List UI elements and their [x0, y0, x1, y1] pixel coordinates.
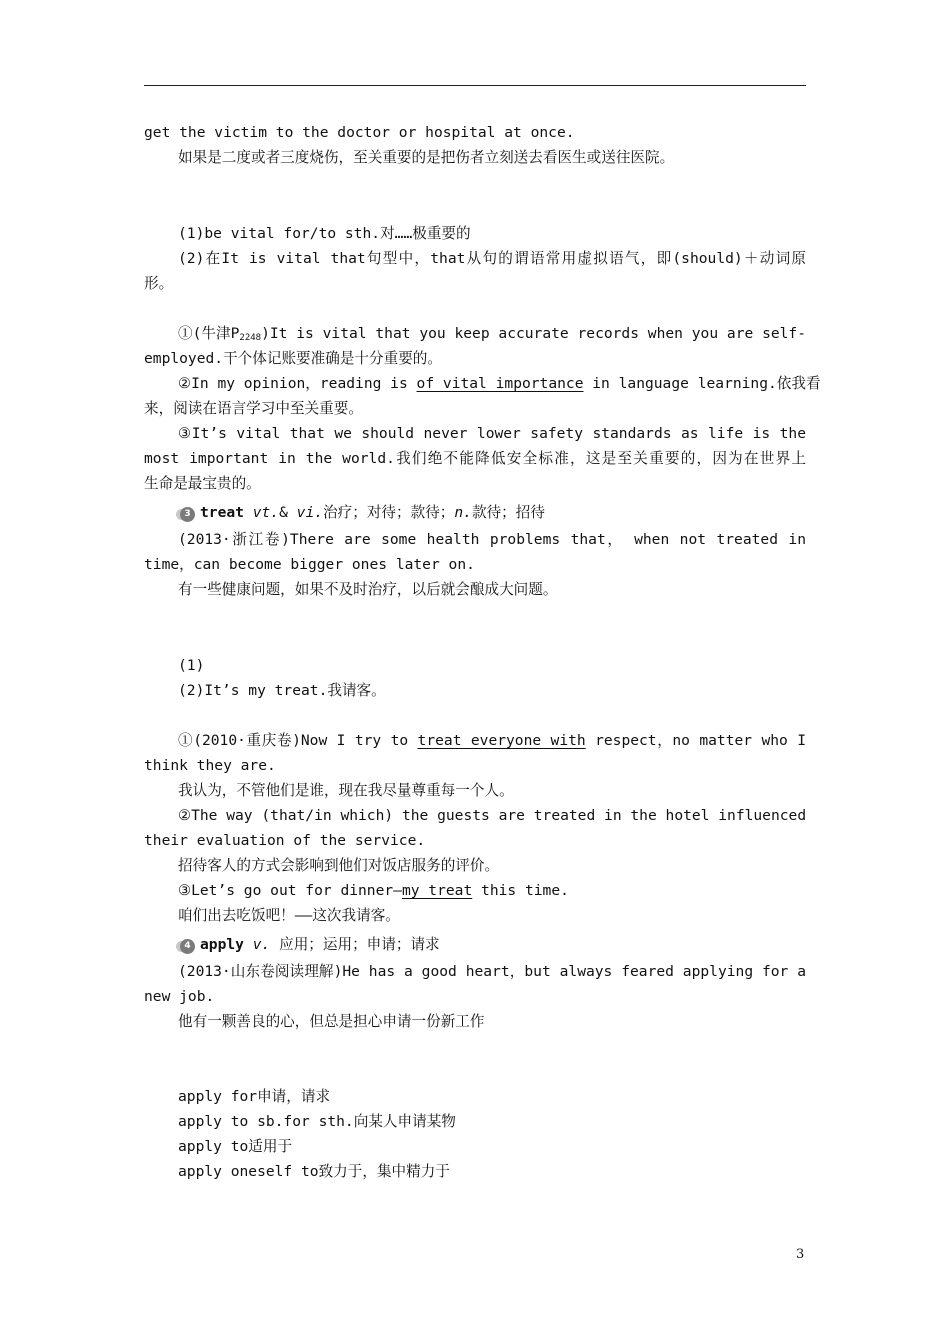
text-span: )It is vital that you keep accurate records when you are self-: [261, 325, 807, 342]
heading-treat: [178, 503, 806, 523]
phrase-item: apply to sb.for sth.向某人申请某物: [178, 1113, 456, 1130]
text-line: think they are.: [144, 757, 276, 774]
definition: 治疗；对待；款待；: [323, 504, 455, 521]
text-span: ①(2010·重庆卷)Now I try to: [178, 732, 418, 749]
example-line: [178, 324, 806, 348]
text-line: 招待客人的方式会影响到他们对饭店服务的评价。: [178, 857, 500, 874]
example-line: [178, 881, 806, 901]
text-line: (1)be vital for/to sth.对……极重要的: [178, 225, 471, 242]
underlined-phrase: of vital importance: [416, 375, 584, 392]
text-span: ①(牛津P: [178, 325, 240, 342]
text-line: 形。: [144, 275, 174, 292]
phrase-item: apply for申请，请求: [178, 1088, 331, 1105]
text-line: 如果是二度或者三度烧伤，至关重要的是把伤者立刻送去看医生或送往医院。: [178, 149, 675, 166]
definition: 款待；招待: [471, 504, 545, 521]
text-line: 来，阅读在语言学习中至关重要。: [144, 400, 363, 417]
text-line: ②The way (that/in which) the guests are treated in the hotel influenced: [178, 807, 807, 824]
text-line: 他有一颗善良的心，但总是担心申请一份新工作: [178, 1013, 485, 1030]
text-line: ③It’s vital that we should never lower safety standards as life is the: [178, 425, 806, 442]
underlined-phrase: my treat: [401, 882, 473, 899]
text-span: ③Let’s go out for dinner—: [178, 882, 402, 899]
text-line: (2013·山东卷阅读理解)He has a good heart，but always feared applying for a: [178, 963, 806, 980]
underlined-phrase: treat everyone with: [417, 732, 586, 749]
heading-apply: [178, 935, 806, 955]
text-line: (2)在It is vital that句型中，that从句的谓语常用虚拟语气，即(should)＋动词原: [178, 250, 806, 267]
headword: treat: [200, 504, 244, 521]
page-number: 3: [796, 1247, 805, 1262]
text-span: in language learning.依我看: [583, 375, 821, 392]
text-line: get the victim to the doctor or hospital at once.: [144, 124, 575, 141]
text-line: time，can become bigger ones later on.: [144, 556, 475, 573]
text-line: 咱们出去吃饭吧！——这次我请客。: [178, 907, 400, 924]
number-badge-icon: 3: [180, 507, 195, 522]
text-span: &: [279, 504, 297, 521]
definition: 应用；运用；申请；请求: [270, 936, 440, 953]
part-of-speech: vi.: [296, 504, 324, 521]
text-line: (1): [178, 657, 205, 674]
phrase-item: apply oneself to致力于，集中精力于: [178, 1163, 450, 1180]
part-of-speech: vt.: [252, 504, 280, 521]
part-of-speech: n.: [454, 504, 472, 521]
text-span: respect，no matter who I: [585, 732, 807, 749]
text-line: (2013·浙江卷)There are some health problems that， when not treated in: [178, 531, 806, 548]
text-line: employed.干个体记账要准确是十分重要的。: [144, 350, 442, 367]
text-line: 生命是最宝贵的。: [144, 475, 261, 492]
example-line: [178, 374, 821, 394]
text-line: most important in the world.我们绝不能降低安全标准，这是至关重要的，因为在世界上: [144, 450, 806, 467]
text-line: 我认为，不管他们是谁，现在我尽量尊重每一个人。: [178, 782, 514, 799]
part-of-speech: v.: [252, 936, 271, 953]
headword: apply: [200, 936, 244, 953]
header-rule: [144, 85, 806, 86]
phrase-item: apply to适用于: [178, 1138, 293, 1155]
number-badge-icon: 4: [180, 939, 195, 954]
subscript: 2248: [239, 333, 262, 343]
example-line: [178, 731, 806, 751]
text-line: their evaluation of the service.: [144, 832, 426, 849]
text-span: ②In my opinion，reading is: [178, 375, 417, 392]
text-line: 有一些健康问题，如果不及时治疗，以后就会酿成大问题。: [178, 581, 558, 598]
text-line: new job.: [144, 988, 215, 1005]
text-span: this time.: [472, 882, 569, 899]
text-line: (2)It’s my treat.我请客。: [178, 682, 386, 699]
